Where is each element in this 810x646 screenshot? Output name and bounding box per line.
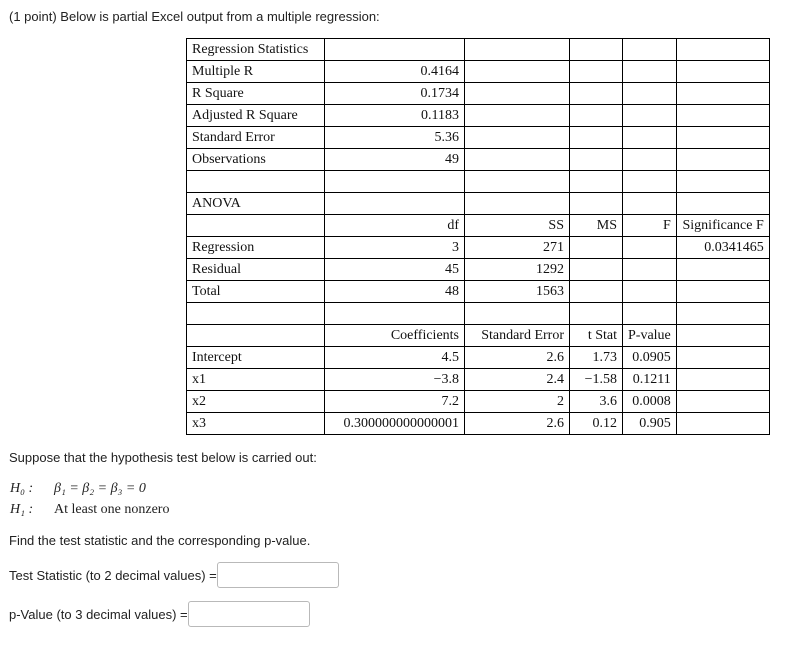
table-row-empty	[187, 171, 770, 193]
anova-df: 3	[325, 237, 465, 259]
anova-ms	[570, 281, 623, 303]
table-row	[187, 215, 770, 237]
excel-output-table	[186, 38, 770, 435]
test-statistic-answer	[9, 568, 217, 583]
table-row	[187, 413, 770, 435]
null-hypothesis-label: H₀ :	[10, 481, 34, 496]
coef-p-value: 0.0008	[623, 391, 677, 413]
table-row	[187, 61, 770, 83]
null-hypothesis	[10, 481, 146, 497]
coef-standard-error: 2	[465, 391, 570, 413]
table-row	[187, 127, 770, 149]
coef-value: 0.300000000000001	[325, 413, 465, 435]
coef-row-label: Intercept	[187, 347, 325, 369]
coef-t-stat: 3.6	[570, 391, 623, 413]
coef-standard-error: 2.6	[465, 347, 570, 369]
anova-f	[623, 281, 677, 303]
column-header: Coefficients	[325, 325, 465, 347]
anova-ss: 1292	[465, 259, 570, 281]
anova-f	[623, 237, 677, 259]
column-header: df	[325, 215, 465, 237]
stat-label: Adjusted R Square	[187, 105, 325, 127]
p-value-answer	[9, 607, 188, 622]
alternative-hypothesis-label: H₁ :	[10, 502, 34, 517]
column-header: Significance F	[676, 215, 769, 237]
column-header: Standard Error	[465, 325, 570, 347]
coef-value: 4.5	[325, 347, 465, 369]
stat-label: R Square	[187, 83, 325, 105]
coef-row-label: x2	[187, 391, 325, 413]
coef-p-value: 0.0905	[623, 347, 677, 369]
anova-header: ANOVA	[187, 193, 325, 215]
stat-label: Observations	[187, 149, 325, 171]
alternative-hypothesis-statement: At least one nonzero	[54, 502, 170, 517]
table-row	[187, 259, 770, 281]
anova-ms	[570, 237, 623, 259]
table-row	[187, 369, 770, 391]
table-row	[187, 39, 770, 61]
coef-value: 7.2	[325, 391, 465, 413]
coef-row-label: x1	[187, 369, 325, 391]
coef-standard-error: 2.6	[465, 413, 570, 435]
table-row	[187, 237, 770, 259]
column-header: MS	[570, 215, 623, 237]
coef-t-stat: 1.73	[570, 347, 623, 369]
anova-row-label: Regression	[187, 237, 325, 259]
table-row	[187, 281, 770, 303]
column-header: P-value	[623, 325, 677, 347]
question-text: Suppose that the hypothesis test below is carried out:	[9, 450, 317, 465]
coef-t-stat: 0.12	[570, 413, 623, 435]
stat-label: Multiple R	[187, 61, 325, 83]
anova-df: 48	[325, 281, 465, 303]
table-row	[187, 347, 770, 369]
stat-label: Standard Error	[187, 127, 325, 149]
instruction-text: Find the test statistic and the corresponding p-value.	[9, 533, 311, 548]
anova-df: 45	[325, 259, 465, 281]
table-row	[187, 105, 770, 127]
stat-value: 5.36	[325, 127, 465, 149]
p-value-label: p-Value (to 3 decimal values) =	[9, 607, 188, 622]
problem-intro: (1 point) Below is partial Excel output from a multiple regression:	[9, 9, 380, 24]
column-header: t Stat	[570, 325, 623, 347]
table-row	[187, 149, 770, 171]
stat-value: 0.1734	[325, 83, 465, 105]
p-value-input[interactable]	[188, 601, 310, 627]
anova-row-label: Residual	[187, 259, 325, 281]
stat-value: 0.1183	[325, 105, 465, 127]
anova-ms	[570, 259, 623, 281]
coef-t-stat: −1.58	[570, 369, 623, 391]
null-hypothesis-statement: β₁ = β₂ = β₃ = 0	[54, 481, 146, 496]
coef-row-label: x3	[187, 413, 325, 435]
stat-value: 49	[325, 149, 465, 171]
anova-row-label: Total	[187, 281, 325, 303]
test-statistic-label: Test Statistic (to 2 decimal values) =	[9, 568, 217, 583]
anova-significance-f	[676, 259, 769, 281]
table-row	[187, 83, 770, 105]
stat-value: 0.4164	[325, 61, 465, 83]
anova-ss: 1563	[465, 281, 570, 303]
test-statistic-input[interactable]	[217, 562, 339, 588]
table-row	[187, 193, 770, 215]
table-row	[187, 325, 770, 347]
coef-p-value: 0.1211	[623, 369, 677, 391]
regression-statistics-header: Regression Statistics	[187, 39, 325, 61]
column-header: SS	[465, 215, 570, 237]
anova-significance-f	[676, 281, 769, 303]
table-row-empty	[187, 303, 770, 325]
column-header: F	[623, 215, 677, 237]
coef-standard-error: 2.4	[465, 369, 570, 391]
table-row	[187, 391, 770, 413]
anova-ss: 271	[465, 237, 570, 259]
alternative-hypothesis	[10, 502, 169, 518]
coef-p-value: 0.905	[623, 413, 677, 435]
anova-significance-f: 0.0341465	[676, 237, 769, 259]
anova-f	[623, 259, 677, 281]
coef-value: −3.8	[325, 369, 465, 391]
